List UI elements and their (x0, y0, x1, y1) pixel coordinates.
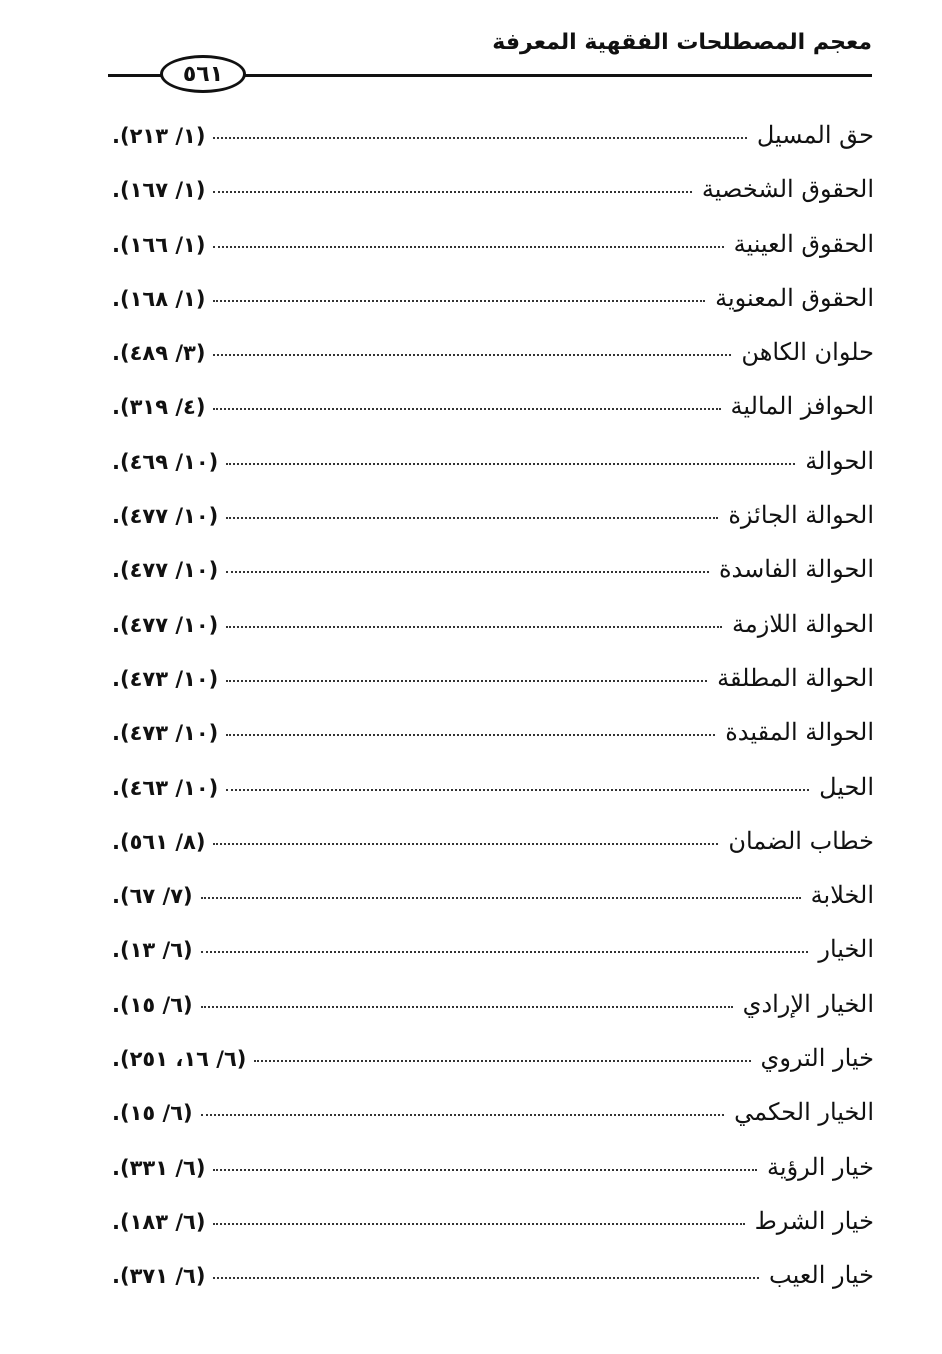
dot-leader (226, 789, 809, 791)
entry-reference: (١٠/ ٤٦٣). (112, 775, 219, 800)
dot-leader (213, 300, 705, 302)
dot-leader (213, 843, 718, 845)
entry-reference: (٧/ ٦٧). (112, 884, 193, 909)
entry-term: الحيل (819, 772, 874, 801)
entry-term: الخلابة (810, 881, 874, 910)
index-entry (112, 379, 874, 433)
dot-leader (213, 354, 731, 356)
index-entry-list (112, 108, 874, 1303)
entry-term: الحوافز المالية (730, 392, 874, 421)
index-entry (112, 162, 874, 216)
entry-term: خيار الشرط (754, 1206, 874, 1235)
index-entry (112, 1031, 874, 1085)
dot-leader (213, 1223, 744, 1225)
index-entry (112, 651, 874, 705)
dot-leader (201, 1114, 725, 1116)
index-entry (112, 488, 874, 542)
entry-term: الحوالة اللازمة (732, 609, 874, 638)
index-entry (112, 1140, 874, 1194)
entry-term: الخيار الإرادي (742, 989, 874, 1018)
entry-term: حلوان الكاهن (741, 338, 874, 367)
index-entry (112, 434, 874, 488)
entry-term: الحوالة (805, 446, 874, 475)
entry-reference: (٤/ ٣١٩). (112, 395, 206, 420)
entry-reference: (١/ ١٦٨). (112, 286, 206, 311)
index-entry (112, 108, 874, 162)
dot-leader (226, 734, 715, 736)
dot-leader (226, 463, 795, 465)
index-entry (112, 1248, 874, 1302)
dot-leader (213, 1277, 759, 1279)
entry-reference: (١/ ١٦٦). (112, 232, 206, 257)
entry-term: الحوالة المطلقة (717, 663, 874, 692)
index-entry (112, 814, 874, 868)
entry-term: خيار الرؤية (767, 1152, 874, 1181)
dot-leader (213, 1169, 757, 1171)
index-entry (112, 1194, 874, 1248)
index-entry (112, 922, 874, 976)
entry-term: الحوالة الجائزة (728, 501, 874, 530)
index-entry (112, 597, 874, 651)
entry-term: خيار العيب (769, 1261, 874, 1290)
dot-leader (226, 571, 709, 573)
entry-term: الحوالة المقيدة (725, 718, 874, 747)
entry-reference: (١٠/ ٤٧٧). (112, 504, 219, 529)
entry-reference: (٦/ ٣٣١). (112, 1155, 206, 1180)
entry-term: الخيار الحكمي (734, 1098, 874, 1127)
entry-term: حق المسيل (756, 121, 874, 149)
entry-reference: (٦/ ١٥). (112, 992, 193, 1017)
dot-leader (201, 897, 801, 899)
index-entry (112, 760, 874, 814)
dot-leader (201, 951, 809, 953)
page-number-badge: ٥٦١ (160, 55, 246, 93)
dot-leader (213, 137, 746, 139)
entry-term: خطاب الضمان (728, 826, 874, 855)
running-header-title: معجم المصطلحات الفقهية المعرفة (492, 30, 872, 55)
dot-leader (226, 626, 722, 628)
entry-term: الخيار (818, 935, 874, 964)
entry-reference: (١/ ١٦٧). (112, 178, 206, 203)
index-entry (112, 868, 874, 922)
index-entry (112, 217, 874, 271)
index-entry (112, 977, 874, 1031)
entry-term: الحقوق المعنوية (715, 283, 874, 312)
entry-reference: (٦/ ١٣). (112, 938, 193, 963)
dot-leader (213, 246, 723, 248)
dot-leader (226, 517, 718, 519)
dot-leader (226, 680, 707, 682)
entry-reference: (١٠/ ٤٧٣). (112, 666, 219, 691)
entry-reference: (٦/ ١٦، ٢٥١). (112, 1047, 247, 1072)
entry-reference: (٦/ ٣٧١). (112, 1264, 206, 1289)
index-entry (112, 1085, 874, 1139)
index-entry (112, 271, 874, 325)
entry-reference: (٣/ ٤٨٩). (112, 341, 206, 366)
entry-reference: (١٠/ ٤٧٣). (112, 721, 219, 746)
entry-term: الحقوق الشخصية (701, 175, 874, 204)
entry-reference: (١٠/ ٤٧٧). (112, 612, 219, 637)
dot-leader (213, 191, 691, 193)
entry-term: الحقوق العينية (733, 229, 874, 258)
dot-leader (213, 408, 720, 410)
entry-reference: (١٠/ ٤٧٧). (112, 558, 219, 583)
entry-term: خيار التروي (760, 1044, 874, 1073)
entry-reference: (١/ ٢١٣). (112, 124, 206, 148)
entry-reference: (١٠/ ٤٦٩). (112, 449, 219, 474)
entry-reference: (٨/ ٥٦١). (112, 829, 206, 854)
dot-leader (201, 1006, 733, 1008)
entry-reference: (٦/ ١٥). (112, 1101, 193, 1126)
entry-term: الحوالة الفاسدة (718, 555, 874, 584)
index-entry (112, 325, 874, 379)
index-entry (112, 705, 874, 759)
dot-leader (254, 1060, 750, 1062)
index-entry (112, 542, 874, 596)
entry-reference: (٦/ ١٨٣). (112, 1209, 206, 1234)
